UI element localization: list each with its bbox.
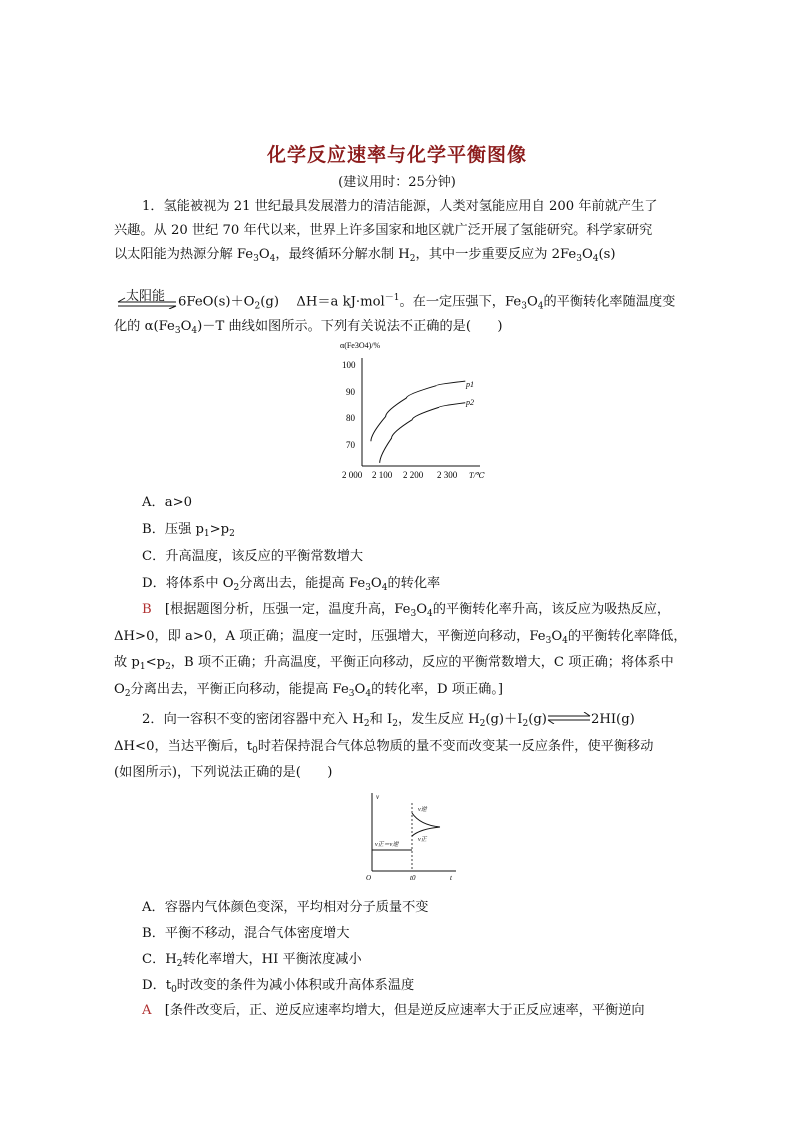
chart2-t0-label: t0: [410, 874, 416, 881]
reaction-arrow-label: 太阳能: [126, 289, 166, 304]
q1-line2: 兴趣。从 20 世纪 70 年代以来，世界上许多国家和地区就广泛开展了氢能研究。科学家研究: [114, 223, 653, 238]
q2-option-b: B．平衡不移动，混合气体密度增大: [142, 926, 350, 941]
chart1-xtick: 2 000: [342, 470, 363, 480]
q1-option-a: A．a>0: [142, 495, 193, 510]
q1-answer-key: B: [142, 602, 152, 617]
chart2-v-forward-label: v正: [418, 837, 427, 843]
q2-answer-line1: A [条件改变后，正、逆反应速率均增大，但是逆反应速率大于正反应速率，平衡逆向: [142, 1003, 645, 1018]
chart1-ytick: 100: [342, 360, 356, 370]
rate-time-chart: [362, 789, 460, 881]
q2-option-c: C．$H_2$转化率增大，HI 平衡浓度减小: [142, 952, 362, 969]
q1-line4: $6FeO(s)+O_2(g)$ ΔH＝a kJ·mol$^{-1}$。在一定压强下，$Fe_3O_4$的平衡转化率随温度变: [178, 293, 676, 312]
q2-option-a: A．容器内气体颜色变深，平均相对分子质量不变: [142, 900, 429, 915]
q2-option-d: D．$t_0$时改变的条件为减小体积或升高体系温度: [142, 978, 415, 995]
q1-answer-line3: 故 $p_1<p_2$，B 项不正确；升高温度，平衡正向移动，反应的平衡常数增大，C 项正确；将体系中: [114, 655, 674, 672]
q2-answer-key: A: [142, 1003, 152, 1018]
chart2-origin-label: O: [366, 874, 372, 881]
chart1-ytick: 80: [346, 413, 355, 423]
chart1-ylabel: α(Fe3O4)/%: [340, 341, 381, 350]
q1-option-d: D．将体系中 $O_2$分离出去，能提高 $Fe_3O_4$的转化率: [142, 576, 441, 593]
chart1-ytick: 70: [346, 440, 355, 450]
chart2-v-reverse-curve: [412, 813, 440, 827]
chart1-xtick: 2 200: [403, 470, 424, 480]
q1-option-b: B．压强 $p_1>p_2$: [142, 522, 235, 539]
conversion-temperature-chart: [330, 338, 500, 483]
series-p1-label: p1: [466, 380, 474, 389]
chart2-v-reverse-label: v逆: [418, 807, 427, 813]
q2-line2: ΔH<0，当达平衡后，$t_0$时若保持混合气体总物质的量不变而改变某一反应条件，使平衡移动: [114, 739, 654, 756]
page-title: 化学反应速率与化学平衡图像: [266, 144, 527, 166]
q1-answer-line2: ΔH>0，即 a>0，A 项正确；温度一定时，压强增大，平衡逆向移动，$Fe_3O_4$的平衡转化率降低，: [114, 629, 687, 646]
chart1-xtick: 2 100: [372, 470, 393, 480]
chart2-t-label: t: [450, 874, 452, 881]
q1-option-c: C．升高温度，该反应的平衡常数增大: [142, 549, 364, 564]
equilibrium-arrow-icon: [547, 712, 591, 724]
chart2-v-label: v: [376, 793, 380, 801]
q1-answer-line4: $O_2$分离出去，平衡正向移动，能提高 $Fe_3O_4$的转化率，D 项正确。]: [114, 682, 504, 699]
q1-line5: 化的 $\alpha(Fe_3O_4)-T$ 曲线如图所示。下列有关说法不正确的是( ): [114, 319, 503, 336]
series-p2-line: [380, 403, 466, 463]
q1-line3: 以太阳能为热源分解 $Fe_3O_4$，最终循环分解水制 $H_2$，其中一步重要反应为 $2Fe_3O_4(s)$: [114, 247, 616, 264]
q2-line1: 2．向一容积不变的密闭容器中充入 $H_2$和 $I_2$，发生反应 $H_2(g)+I_2(g)$ 2HI(g): [142, 712, 635, 729]
q1-line1: 1．氢能被视为 21 世纪最具发展潜力的清洁能源，人类对氢能应用自 200 年前就产生了: [142, 199, 658, 214]
chart1-xtick: 2 300: [437, 470, 458, 480]
chart1-ytick: 90: [346, 387, 355, 397]
reversible-arrow-icon: [116, 287, 178, 309]
page-subtitle: (建议用时：25分钟): [338, 175, 456, 190]
q1-answer-line1: B [根据题图分析，压强一定，温度升高，$Fe_3O_4$的平衡转化率升高，该反应为吸热反应，: [142, 602, 671, 619]
chart2-equal-rate-label: v正＝v逆: [375, 842, 399, 848]
chart1-xlabel: T/℃: [469, 471, 485, 480]
q2-line3: (如图所示)，下列说法正确的是( ): [114, 765, 333, 780]
series-p1-line: [371, 381, 465, 441]
reaction-arrow: [116, 287, 178, 309]
series-p2-label: p2: [466, 398, 474, 407]
chart2-v-forward-curve: [412, 827, 440, 836]
